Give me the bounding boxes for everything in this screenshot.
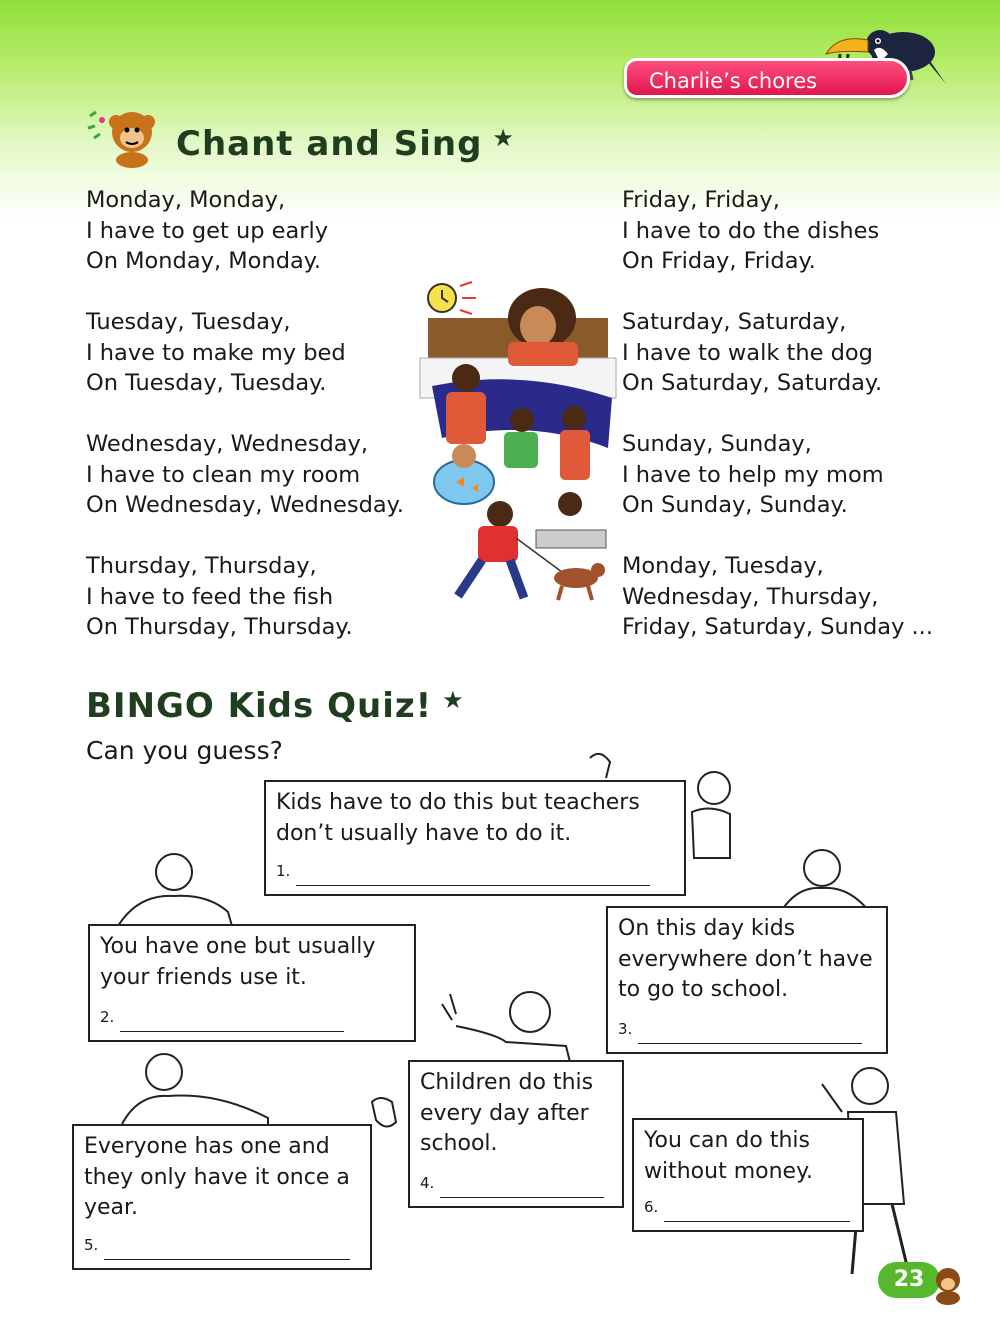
stanza — [622, 185, 933, 277]
unit-title-tab: Charlie’s chores — [624, 58, 910, 98]
stanza — [86, 429, 404, 521]
quiz-card-text: On this day kids everywhere don’t have to go to school. — [618, 916, 873, 1002]
monkey-icon — [926, 1262, 970, 1306]
monkey-icon — [86, 106, 166, 168]
poem-line: Tuesday, Tuesday, — [86, 309, 291, 335]
stanza — [622, 429, 933, 521]
stanza — [622, 551, 933, 643]
star-icon: ★ — [442, 686, 465, 714]
poem-line: Monday, Monday, — [86, 187, 286, 213]
answer-number: 4. — [420, 1173, 435, 1192]
poem-line: I have to clean my room — [86, 461, 361, 488]
poem-line: I have to do the dishes — [622, 217, 880, 244]
answer-row — [100, 1002, 344, 1033]
poem-line: I have to feed the fish — [86, 583, 334, 610]
quiz-card — [606, 906, 888, 1054]
quiz-card — [72, 1124, 372, 1270]
poem-line: I have to make my bed — [86, 339, 346, 366]
poem-line: On Sunday, Sunday. — [622, 492, 848, 518]
poem-line: On Saturday, Saturday. — [622, 370, 883, 396]
quiz-heading — [86, 686, 465, 726]
poem-line: Sunday, Sunday, — [622, 431, 812, 457]
poem-line: On Monday, Monday. — [86, 248, 322, 274]
answer-row — [644, 1192, 850, 1223]
answer-field[interactable] — [296, 871, 650, 886]
kid-drawing — [98, 846, 238, 930]
poem-line: I have to help my mom — [622, 461, 884, 488]
answer-field[interactable] — [664, 1207, 850, 1222]
answer-field[interactable] — [120, 1017, 344, 1032]
poem-line: I have to walk the dog — [622, 339, 873, 366]
quiz-card-text: Children do this every day after school. — [420, 1070, 594, 1156]
poem-right-column — [622, 185, 933, 673]
answer-row — [420, 1168, 604, 1199]
quiz-title: BINGO Kids Quiz! — [86, 686, 433, 726]
chores-illustration — [412, 268, 622, 608]
quiz-card-text: Kids have to do this but teachers don’t usually have to do it. — [276, 790, 640, 846]
quiz-card-text: You have one but usually your friends use it. — [100, 934, 376, 990]
poem-line: Friday, Saturday, Sunday ... — [622, 614, 933, 640]
quiz-card-text: You can do this without money. — [644, 1128, 813, 1184]
page-number: 23 — [878, 1262, 940, 1298]
poem-line: On Tuesday, Tuesday. — [86, 370, 327, 396]
poem-line: Saturday, Saturday, — [622, 309, 847, 335]
quiz-card — [264, 780, 686, 896]
quiz-card — [88, 924, 416, 1042]
answer-number: 5. — [84, 1235, 99, 1254]
answer-row — [276, 856, 650, 887]
answer-field[interactable] — [104, 1245, 350, 1260]
kid-drawing — [768, 842, 878, 912]
kid-drawing — [108, 1048, 278, 1128]
poem-line: Friday, Friday, — [622, 187, 780, 213]
star-icon: ★ — [492, 124, 515, 152]
stanza — [86, 185, 404, 277]
answer-number: 1. — [276, 861, 291, 880]
poem-line: On Wednesday, Wednesday. — [86, 492, 404, 518]
poem-line: I have to get up early — [86, 217, 329, 244]
poem-line: On Friday, Friday. — [622, 248, 816, 274]
stanza — [86, 551, 404, 643]
answer-number: 3. — [618, 1019, 633, 1038]
chant-heading — [176, 124, 515, 164]
poem-line: On Thursday, Thursday. — [86, 614, 353, 640]
chant-title: Chant and Sing — [176, 124, 483, 164]
poem-line: Wednesday, Wednesday, — [86, 431, 368, 457]
quiz-card — [408, 1060, 624, 1208]
poem-left-column — [86, 185, 404, 673]
quiz-card-text: Everyone has one and they only have it once a year. — [84, 1134, 350, 1220]
poem-line: Wednesday, Thursday, — [622, 583, 879, 610]
answer-field[interactable] — [440, 1183, 604, 1198]
answer-field[interactable] — [638, 1029, 862, 1044]
poem-line: Monday, Tuesday, — [622, 553, 824, 579]
stanza — [86, 307, 404, 399]
poem-line: Thursday, Thursday, — [86, 553, 317, 579]
kid-drawing — [436, 984, 576, 1064]
quiz-subtitle: Can you guess? — [86, 736, 283, 765]
answer-number: 6. — [644, 1197, 659, 1216]
answer-row — [618, 1014, 862, 1045]
answer-row — [84, 1230, 350, 1261]
answer-number: 2. — [100, 1007, 115, 1026]
quiz-card — [632, 1118, 864, 1232]
stanza — [622, 307, 933, 399]
